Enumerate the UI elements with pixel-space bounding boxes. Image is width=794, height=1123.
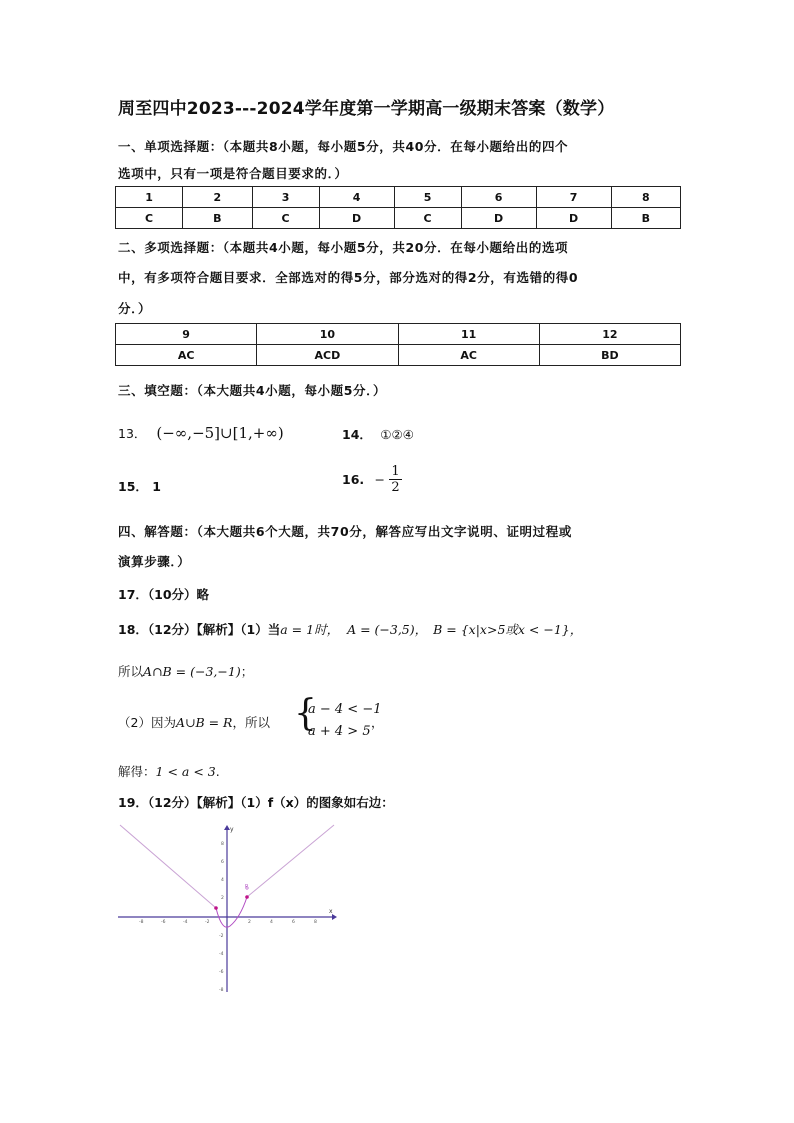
multi-choice-answer-table: [115, 323, 681, 366]
q18-system-eq2: a + 4 > 5: [308, 724, 371, 739]
x-tick-label: -8: [139, 920, 144, 925]
table-cell: 11: [398, 324, 539, 345]
table-cell: B: [183, 208, 252, 229]
q18-solution: [118, 762, 220, 780]
q17-answer: 17．（10分）略: [118, 587, 210, 602]
table-cell: 7: [536, 187, 611, 208]
table-cell: C: [252, 208, 319, 229]
q16-numerator: 1: [391, 464, 400, 479]
q18-union: A∪B = R: [175, 715, 233, 730]
q15-answer: 1: [152, 479, 161, 494]
x-axis-arrow-icon: [332, 914, 337, 920]
y-tick-label: -6: [219, 970, 224, 975]
x-tick-label: 8: [314, 920, 317, 925]
x-tick-label: 4: [270, 920, 273, 925]
q19-heading: 19．（12分）【解析】（1）f（x）的图象如右边：: [118, 795, 394, 810]
table-cell: ACD: [257, 345, 398, 366]
table-cell: 3: [252, 187, 319, 208]
y-tick-label: 8: [221, 842, 224, 847]
y-tick-label: 2: [221, 896, 224, 901]
q18-system-eq1: a − 4 < −1: [308, 702, 382, 717]
table-row: [116, 324, 681, 345]
q18-set-a: A = (−3,5)，: [347, 622, 428, 637]
section2-instructions-line2: 中，有多项符合题目要求．全部选对的得5分，部分选对的得2分，有选错的得0: [118, 270, 579, 285]
y-tick-label: -8: [219, 988, 224, 993]
table-cell: 12: [539, 324, 680, 345]
q16-fraction: [389, 464, 401, 495]
left-line-segment: [120, 825, 216, 908]
q13: [118, 424, 284, 442]
table-row: [116, 345, 681, 366]
table-cell: AC: [116, 345, 257, 366]
x-tick-labels: [139, 919, 317, 925]
axis-x-label: x: [329, 908, 333, 915]
q13-label: 13．: [118, 426, 147, 441]
axis-y-label: y: [230, 826, 234, 833]
q13-answer: (−∞,−5]∪[1,+∞): [156, 424, 284, 442]
q18-part2-prefix: （2）因为: [118, 715, 176, 730]
page-title: 周至四中2023---2024学年度第一学期高一级期末答案（数学）: [118, 99, 615, 119]
q14: [342, 425, 414, 443]
table-cell: 9: [116, 324, 257, 345]
q18-line2-suffix: ；: [240, 664, 254, 679]
y-tick-label: -4: [219, 952, 224, 957]
table-cell: C: [394, 208, 461, 229]
table-cell: C: [116, 208, 183, 229]
table-cell: 5: [394, 187, 461, 208]
q18-part2-suffix: ，: [371, 715, 384, 730]
y-tick-label: 6: [221, 860, 224, 865]
q18-line2: [118, 662, 253, 680]
q16-sign: −: [374, 472, 385, 487]
y-tick-label: -2: [219, 934, 224, 939]
q18-line1: [118, 620, 582, 638]
table-row: [116, 187, 681, 208]
table-row: [116, 208, 681, 229]
q18-part2-mid: ，所以: [232, 715, 270, 730]
table-cell: BD: [539, 345, 680, 366]
table-cell: D: [461, 208, 536, 229]
table-cell: 1: [116, 187, 183, 208]
q18-condition: a = 1时，: [280, 622, 340, 637]
q15-label: 15．: [118, 479, 148, 494]
q16-label: 16.: [342, 472, 365, 487]
q14-label: 14．: [342, 427, 372, 442]
x-tick-label: -6: [161, 920, 166, 925]
middle-curve: [216, 897, 247, 927]
x-tick-label: 2: [248, 920, 251, 925]
section4-instructions-line1: 四、解答题：（本大题共6个大题，共70分，解答应写出文字说明、证明过程或: [118, 524, 572, 539]
table-cell: 8: [611, 187, 680, 208]
q15: [118, 477, 161, 495]
q18-line2-prefix: 所以: [118, 664, 144, 679]
q18-part2: [118, 713, 270, 731]
q14-answer: ①②④: [380, 427, 414, 442]
table-cell: D: [319, 208, 394, 229]
q18-solve-math: 1 < a < 3: [155, 764, 216, 779]
function-graph: [118, 822, 340, 994]
x-tick-label: -4: [183, 920, 188, 925]
table-cell: B: [611, 208, 680, 229]
section2-instructions-line1: 二、多项选择题：（本题共4小题，每小题5分，共20分．在每小题给出的选项: [118, 240, 569, 255]
q18-intersection: A∩B = (−3,−1): [143, 664, 241, 679]
section3-heading: 三、填空题：（本大题共4小题，每小题5分．）: [118, 383, 387, 398]
section2-instructions-line3: 分．）: [118, 301, 152, 316]
q18-solve-prefix: 解得：: [118, 764, 156, 779]
single-choice-answer-table: [115, 186, 681, 229]
q16-denominator: 2: [391, 480, 400, 495]
y-tick-label: 4: [221, 878, 224, 883]
section1-instructions-line1: 一、单项选择题：（本题共8小题，每小题5分，共40分．在每小题给出的四个: [118, 139, 569, 154]
point-label: P: [245, 884, 249, 890]
q16: [342, 464, 402, 495]
table-cell: D: [536, 208, 611, 229]
section4-instructions-line2: 演算步骤．）: [118, 554, 191, 569]
endpoint-marker-left: [214, 906, 218, 910]
table-cell: 10: [257, 324, 398, 345]
endpoint-marker-right: [245, 895, 249, 899]
x-tick-label: 6: [292, 920, 295, 925]
table-cell: 6: [461, 187, 536, 208]
table-cell: AC: [398, 345, 539, 366]
table-cell: 4: [319, 187, 394, 208]
right-line-segment: [247, 825, 334, 897]
q18-prefix: 18．（12分）【解析】（1）当: [118, 622, 281, 637]
x-tick-label: -2: [205, 920, 210, 925]
q18-solve-suffix: .: [215, 764, 220, 779]
system-brace: {: [294, 693, 317, 734]
table-cell: 2: [183, 187, 252, 208]
q18-set-b: B = {x|x>5或x < −1}，: [433, 622, 583, 637]
section1-instructions-line2: 选项中，只有一项是符合题目要求的．）: [118, 166, 348, 181]
